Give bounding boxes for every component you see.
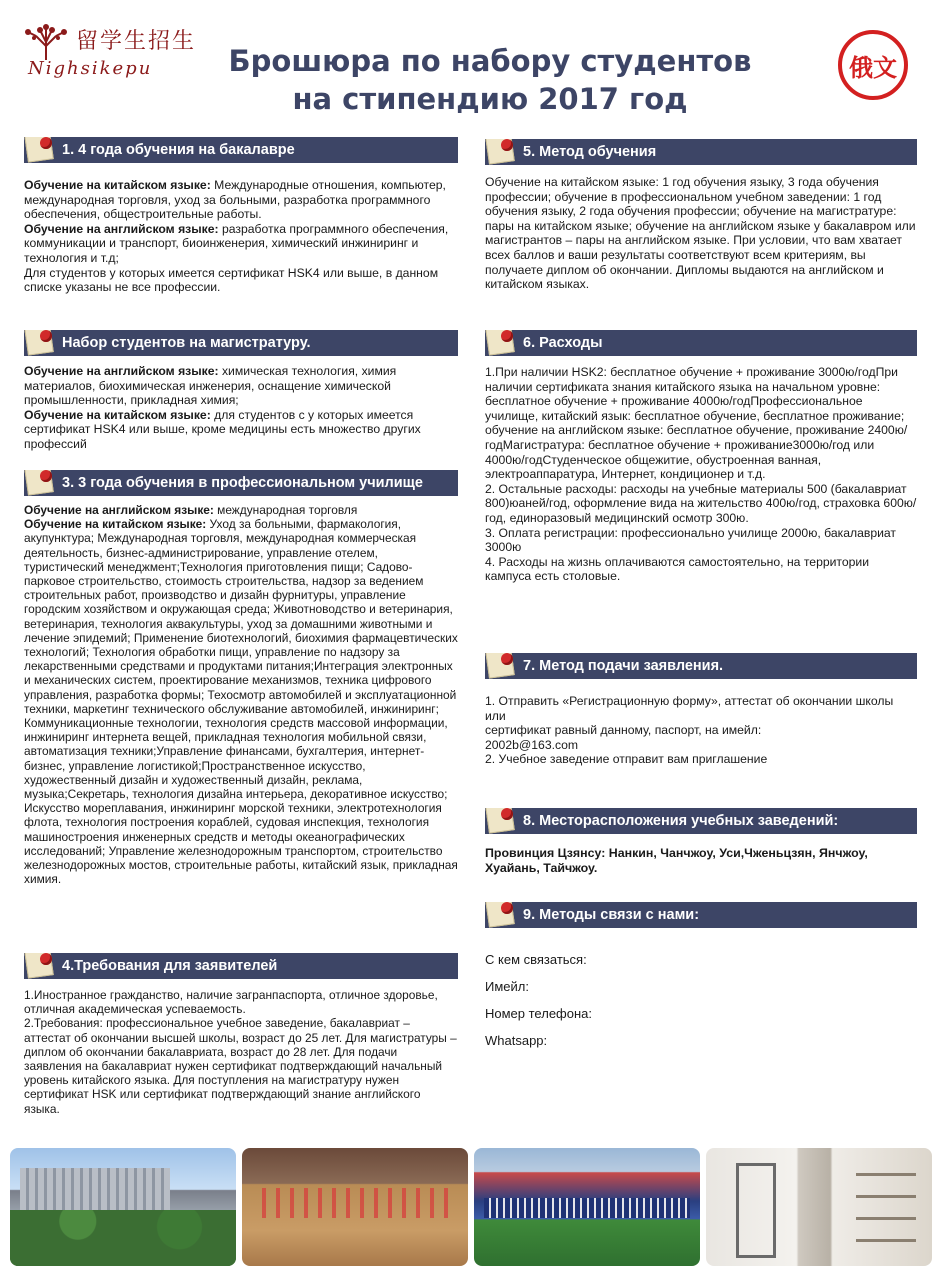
section-requirements: [24, 953, 458, 1116]
section-contacts: [485, 902, 917, 1060]
sports-hall-photo: [242, 1148, 468, 1266]
pinned-note-icon: [485, 653, 517, 679]
pinned-note-icon: [485, 902, 517, 928]
section-header: [24, 470, 458, 496]
pinned-note-icon: [24, 953, 56, 979]
text: 1. Отправить «Регистрационную форму», аттестат об окончании школы или: [485, 694, 894, 723]
label-english: Обучение на английском языке:: [24, 221, 219, 236]
section-header: [485, 653, 917, 679]
text: 1.При наличии HSK2: бесплатное обучение + проживание 3000ю/годПри наличии сертификата знания китайского языка на начальном уровне: бесплатное обучение + проживание 4000ю/годПрофессиональное училище, китайский язык: бесплатное обучение, бесплатное проживание; обучение на английском языке: бесплатное обучение, проживание 2400ю/годМагистратура: бесплатное обучение + проживание3000ю/год или 4000ю/годСтуденческое общежитие, обустроенная ванная, электроаппаратура, Интернет, кондиционер и т.д.: [485, 365, 908, 482]
logo-chinese-text: 留学生招生: [76, 29, 197, 54]
label-english: Обучение на английском языке:: [24, 503, 214, 517]
contact-person-label: С кем связаться:: [485, 952, 587, 967]
section-body: [24, 988, 458, 1116]
section-header: [24, 953, 458, 979]
pinned-note-icon: [485, 139, 517, 165]
section-title: 6. Расходы: [523, 335, 603, 351]
dormitory-room-photo: [706, 1148, 932, 1266]
campus-building-photo: [10, 1148, 236, 1266]
section-title: Набор студентов на магистратуру.: [62, 335, 311, 351]
text: Обучение на китайском языке: 1 год обучения языку, 3 года обучения профессии; обучение в профессиональном учебном заведении: 1 год обучения языку, 2 года обучения профессии; обучение на магистратуре: пары на китайском языке; обучение на английском языке у бакалавром или магистрантов – пары на английском языке. При условии, что вам хватает всех баллов и ваши результаты соответствуют всем критериям, вы получаете диплом об окончании. Дипломы выдаются на английском и китайском языках.: [485, 175, 916, 292]
section-expenses: [485, 330, 917, 584]
section-body: [485, 365, 917, 584]
section-body: [485, 694, 917, 767]
section-body: [485, 846, 917, 876]
section-header: [24, 137, 458, 163]
section-header: [485, 330, 917, 356]
stadium-ceremony-photo: [474, 1148, 700, 1266]
logo-latin-text: Nighsikepu: [28, 58, 153, 79]
text: химическая технология, химия материалов, биохимическая инженерия, оснащение химической промышленности, прикладная химия;: [24, 364, 397, 408]
pinned-note-icon: [24, 330, 56, 356]
text: 1.Иностранное гражданство, наличие загранпаспорта, отличное здоровье, отличная академическая успеваемость.: [24, 988, 438, 1017]
section-title: 9. Методы связи с нами:: [523, 907, 700, 923]
text: 4. Расходы на жизнь оплачиваются самостоятельно, на территории кампуса есть столовые.: [485, 554, 870, 584]
text: международная торговля: [213, 503, 358, 517]
text: для студентов с у которых имеется сертификат HSK4 или выше, кроме медицины есть множество других профессий: [24, 407, 421, 451]
text: 3. Оплата регистрации: профессионально училище 2000ю, бакалавриат 3000ю: [485, 525, 897, 555]
language-stamp: 俄文: [838, 30, 908, 100]
section-body: [24, 178, 458, 295]
text: Международные отношения, компьютер, международная торговля, уход за больными, разработка программного обеспечения, общестроительные работы.: [24, 178, 446, 222]
pinned-note-icon: [485, 808, 517, 834]
section-title: 1. 4 года обучения на бакалавре: [62, 142, 295, 158]
section-master: [24, 330, 458, 452]
logo: [18, 24, 198, 84]
text: сертификат равный данному, паспорт, на имейл:: [485, 723, 762, 738]
section-title: 4.Требования для заявителей: [62, 958, 278, 974]
phone-label: Номер телефона:: [485, 1006, 592, 1021]
text: Уход за больными, фармакология, акупунктура; Международная торговля, международная коммерческая деятельность, бизнес-администрирование, управление отелем, туристический менеджмент;Технология приготовления пищи; Садово-парковое строительство, стоимость строительства, надзор за ведением строительных работ, производство и дизайн фурнитуры, управление городским хозяйством и окружающая среда; Животноводство и ветеринария, ветеринария, технология аквакультуры, уход за домашними животными и лечение эпидемий; Применение биотехнологий, биохимия фармацевтических технологий; Технология обработки пищи, управление по надзору за лекарственными средствами и продуктами питания;Интеграция электронных и механических систем, проектирование механизмов, техника цифрового управления, разработка формы; Техосмотр автомобилей и эксплуатационной техники, маркетинг технического обслуживание автомобилей, инжиниринг; Коммуникационные технологии, технология средств массовой информации, инжиниринг интернета вещей, прикладная технология мобильной связи, автоматизация техники;Управление финансами, бухгалтерия, интернет-бизнес, управление логистикой;Пространственное искусство, художественный дизайн и художественный дизайн, реклама, музыка;Секретарь, технология дизайна интерьера, декоративное искусство; Искусство мореплавания, инжиниринг морской техники, электротехнология флота, технология построения кораблей, судовая инспекция, технология машиностроения инженерных средств и методы океанографических исследований; Управление железнодорожным транспортом, строительство железнодорожных мостов, строительные работы, китайский язык, прикладная химия.: [24, 517, 458, 887]
email-link[interactable]: 2002b@163.com: [485, 737, 579, 752]
section-title: 3. 3 года обучения в профессиональном училище: [62, 475, 423, 491]
section-title: 7. Метод подачи заявления.: [523, 658, 724, 674]
tree-logo-icon: [18, 24, 74, 60]
text: 2. Учебное заведение отправит вам приглашение: [485, 752, 768, 767]
section-college: [24, 470, 458, 886]
pinned-note-icon: [24, 470, 56, 496]
section-title: 8. Месторасположения учебных заведений:: [523, 813, 839, 829]
label-chinese: Обучение на китайском языке:: [24, 178, 211, 192]
section-bachelor: [24, 137, 458, 295]
title-line-1: Брошюра по набору студентов: [228, 44, 752, 78]
text: Провинция Цзянсу: Нанкин, Чанчжоу, Уси,Чженьцзян, Янчжоу, Хуайань, Тайчжоу.: [485, 846, 868, 875]
section-locations: [485, 808, 917, 876]
section-header: [24, 330, 458, 356]
text: разработка программного обеспечения, коммуникации и транспорт, биоинженерия, химический инжиниринг и технология и т.д;: [24, 221, 449, 265]
page-title: [190, 42, 790, 118]
section-header: [485, 902, 917, 928]
whatsapp-label: Whatsapp:: [485, 1033, 548, 1048]
section-body: [485, 175, 917, 292]
section-header: [485, 808, 917, 834]
pinned-note-icon: [24, 137, 56, 163]
label-chinese: Обучение на китайском языке:: [24, 407, 211, 422]
section-body: [24, 364, 458, 452]
text: Для студентов у которых имеется сертификат HSK4 или выше, в данном списке указаны не все профессии.: [24, 265, 439, 295]
section-study-method: [485, 139, 917, 292]
section-header: [485, 139, 917, 165]
email-label: Имейл:: [485, 979, 529, 994]
label-english: Обучение на английском языке:: [24, 364, 219, 378]
text: 2. Остальные расходы: расходы на учебные материалы 500 (бакалавриат 800)юаней/год, оформление вида на жительство 400ю/год, страховка 600ю/год, единоразовый медицинский осмотр 300ю.: [485, 481, 917, 525]
text: 2.Требования: профессиональное учебное заведение, бакалавриат – аттестат об окончании высшей школы, возраст до 25 лет. Для магистратуры – диплом об окончании бакалавриата, возраст до 28 лет. Для подачи заявления на бакалавриат нужен сертификат подтверждающий начальный уровень китайского языка. Для поступления на магистратуру нужен сертификат HSK или сертификат подтверждающий знание английского языка.: [24, 1016, 457, 1116]
label-chinese: Обучение на китайском языке:: [24, 517, 207, 532]
title-line-2: на стипендию 2017 год: [292, 82, 688, 116]
section-title: 5. Метод обучения: [523, 144, 657, 160]
section-body: [24, 503, 458, 886]
pinned-note-icon: [485, 330, 517, 356]
section-application: [485, 653, 917, 767]
section-body: [485, 952, 917, 1048]
